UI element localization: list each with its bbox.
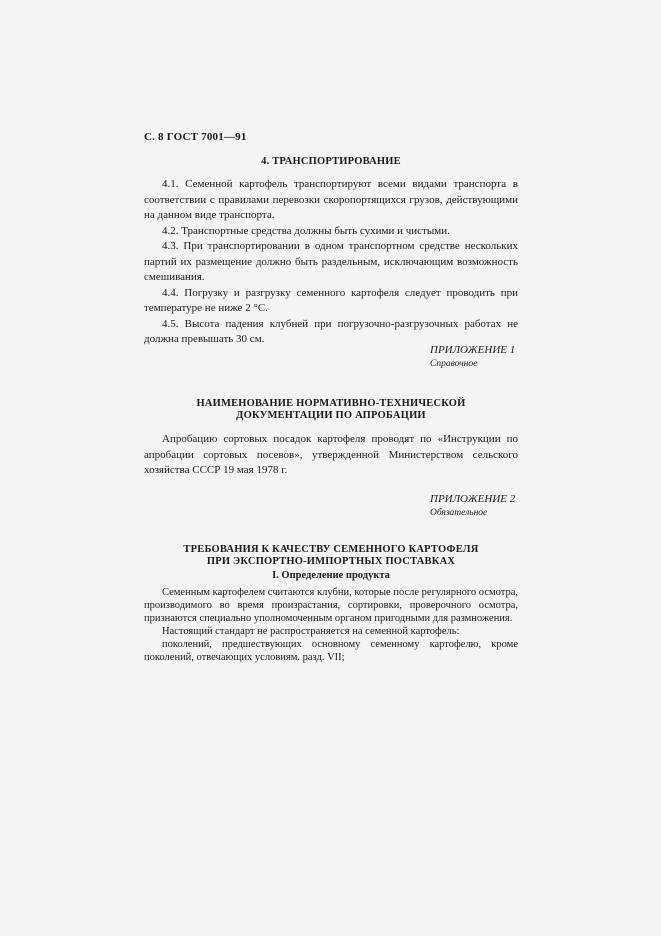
page-header: С. 8 ГОСТ 7001—91 — [144, 131, 247, 143]
appendix-2-status: Обязательное — [430, 508, 488, 518]
appendix-1-body — [144, 432, 518, 479]
section-4-title: 4. ТРАНСПОРТИРОВАНИЕ — [261, 156, 401, 167]
appendix-2-subsection-title: I. Определение продукта — [272, 570, 390, 581]
paragraph-4-1: 4.1. Семенной картофель транспортируют всеми видами транспорта в соответствии с правилами перевозки скоропортящихся грузов, действующими на данном виде транспорта. — [144, 178, 518, 221]
appendix-2-title — [144, 544, 518, 568]
appendix-2-label-block — [430, 492, 515, 520]
appendix-1-title-line-1: НАИМЕНОВАНИЕ НОРМАТИВНО-ТЕХНИЧЕСКОЙ — [196, 398, 466, 409]
appendix-2-title-line-1: ТРЕБОВАНИЯ К КАЧЕСТВУ СЕМЕННОГО КАРТОФЕЛЯ — [183, 544, 479, 555]
paragraph-4-3: 4.3. При транспортировании в одном транспортном средстве нескольких партий их размещение должно быть раздельным, исключающим возможность смешивания. — [144, 240, 518, 283]
appendix-1-status: Справочное — [430, 359, 478, 369]
appendix-2-paragraph-3: поколений, предшествующих основному семенному картофелю, кроме поколений, отвечающих условиям. разд. VII; — [144, 639, 518, 663]
appendix-1-label-block — [430, 343, 515, 371]
appendix-2-paragraph-1: Семенным картофелем считаются клубни, которые после регулярного осмотра, производимого во время произрастания, сортировки, проверочного осмотра, признаются специально уполномоченным органом пригодными для размножения. — [144, 587, 518, 624]
appendix-1-title-line-2: ДОКУМЕНТАЦИИ ПО АПРОБАЦИИ — [236, 410, 426, 421]
appendix-2-label: ПРИЛОЖЕНИЕ 2 — [430, 493, 516, 505]
appendix-2-body — [144, 586, 518, 664]
appendix-2-title-line-2: ПРИ ЭКСПОРТНО-ИМПОРТНЫХ ПОСТАВКАХ — [206, 556, 456, 567]
paragraph-4-2: 4.2. Транспортные средства должны быть сухими и чистыми. — [162, 224, 450, 237]
appendix-1-title — [144, 398, 518, 422]
appendix-1-label: ПРИЛОЖЕНИЕ 1 — [430, 344, 516, 356]
section-4-body — [144, 177, 518, 348]
paragraph-4-5: 4.5. Высота падения клубней при погрузочно-разгрузочных работах не должна превышать 30 см. — [144, 317, 518, 345]
paragraph-4-4: 4.4. Погрузку и разгрузку семенного картофеля следует проводить при температуре не ниже 2 °С. — [144, 286, 518, 314]
appendix-2-paragraph-2: Настоящий стандарт не распространяется на семенной картофель: — [162, 626, 460, 637]
appendix-1-text: Апробацию сортовых посадок картофеля проводят по «Инструкции по апробации сортовых посевов», утвержденной Министерством сельского хозяйства СССР 19 мая 1978 г. — [144, 433, 518, 476]
